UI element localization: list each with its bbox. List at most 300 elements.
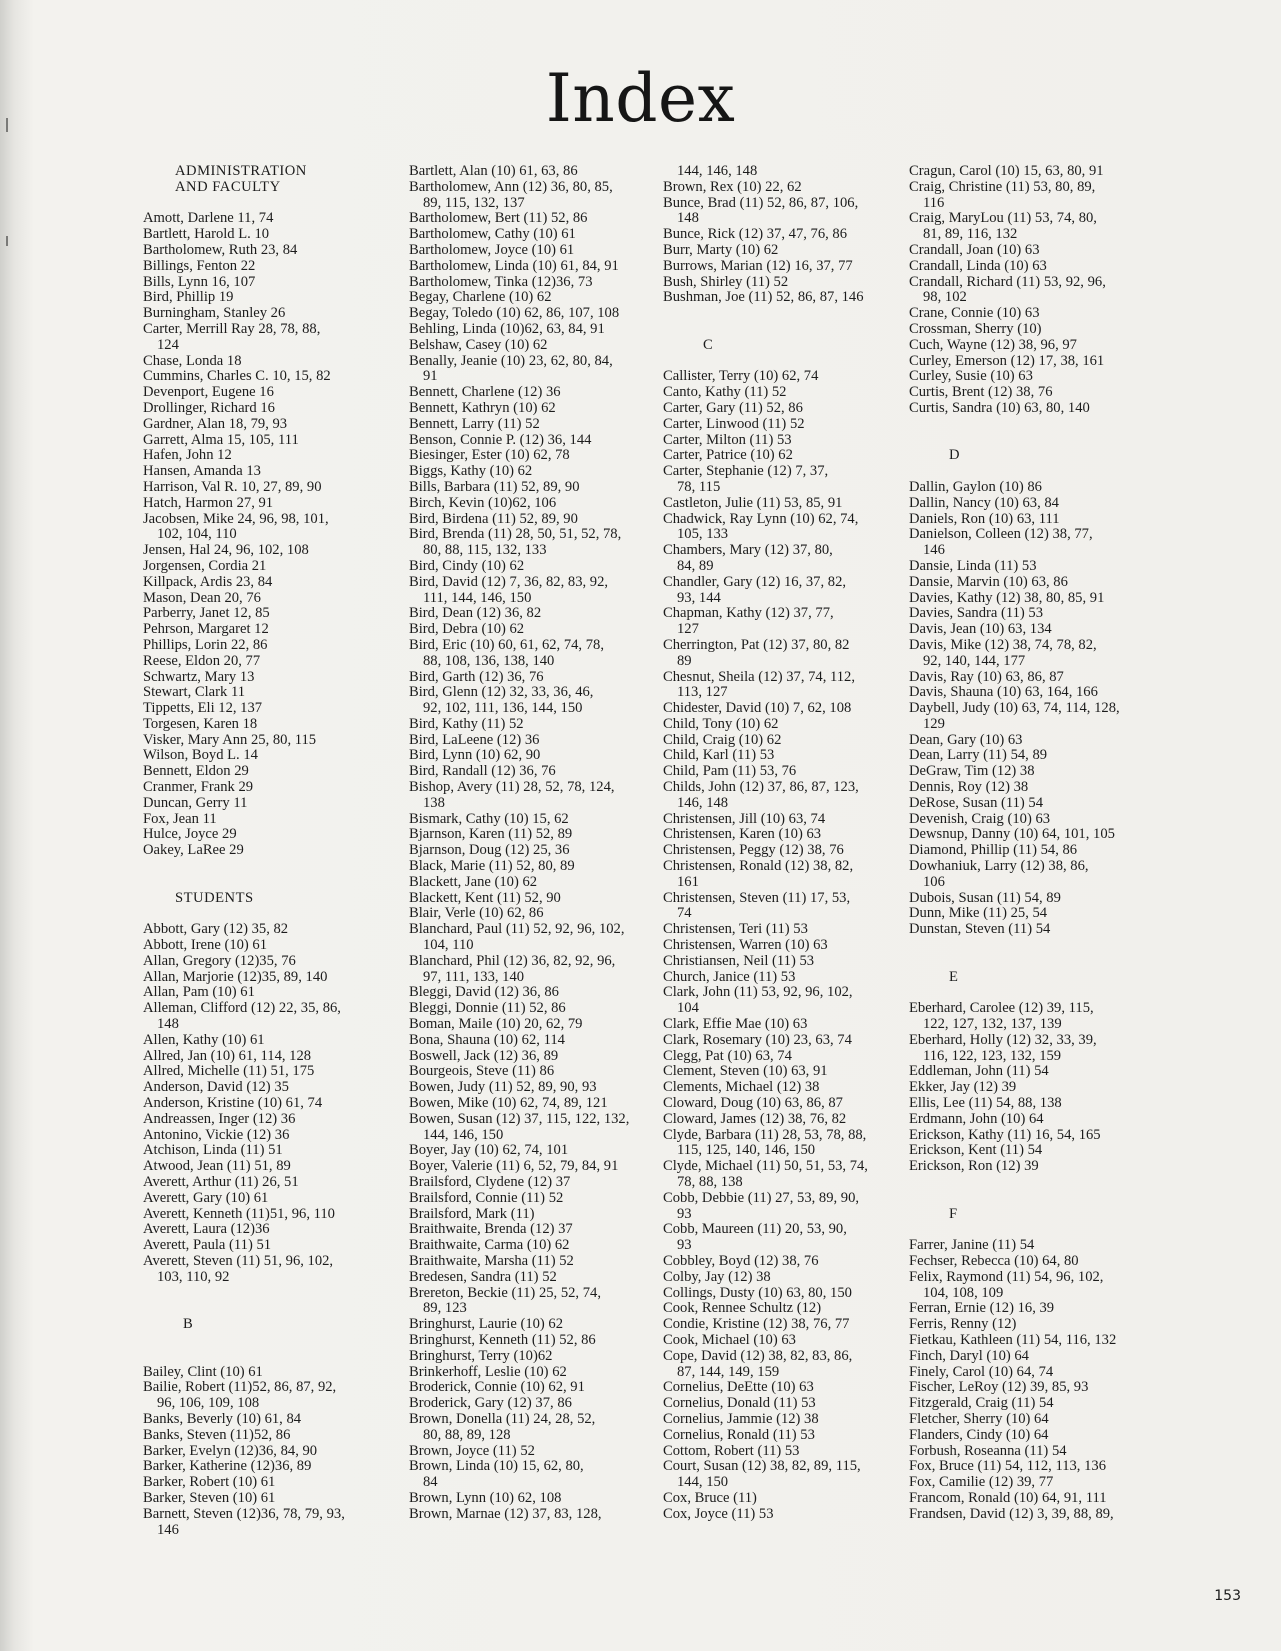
index-entry: Begay, Toledo (10) 62, 86, 107, 108 bbox=[409, 305, 620, 322]
index-entry: Mason, Dean 20, 76 bbox=[143, 589, 261, 606]
index-entry: Bringhurst, Laurie (10) 62 bbox=[409, 1316, 564, 1333]
index-entry: Hafen, John 12 bbox=[143, 447, 232, 464]
index-entry: Christensen, Karen (10) 63 bbox=[663, 826, 822, 843]
index-entry: Boyer, Valerie (11) 6, 52, 79, 84, 91 bbox=[409, 1158, 619, 1175]
index-entry: Allred, Michelle (11) 51, 175 bbox=[143, 1063, 315, 1080]
index-entry-continuation: 146 bbox=[923, 542, 945, 559]
index-entry: Hansen, Amanda 13 bbox=[143, 463, 261, 480]
index-entry: Torgesen, Karen 18 bbox=[143, 715, 258, 732]
index-entry: Braithwaite, Brenda (12) 37 bbox=[409, 1221, 573, 1238]
index-entry: Ekker, Jay (12) 39 bbox=[909, 1079, 1017, 1096]
index-entry: Bishop, Avery (11) 28, 52, 78, 124, bbox=[409, 779, 615, 796]
index-entry: Finely, Carol (10) 64, 74 bbox=[909, 1363, 1054, 1380]
index-entry: Dowhaniuk, Larry (12) 38, 86, bbox=[909, 858, 1089, 875]
index-entry: Andreassen, Inger (12) 36 bbox=[143, 1110, 296, 1127]
index-entry: Bush, Shirley (11) 52 bbox=[663, 273, 789, 290]
index-entry: Dewsnup, Danny (10) 64, 101, 105 bbox=[909, 826, 1115, 843]
index-entry: Fletcher, Sherry (10) 64 bbox=[909, 1410, 1049, 1427]
index-entry-continuation: 129 bbox=[923, 715, 945, 732]
index-entry: Behling, Linda (10)62, 63, 84, 91 bbox=[409, 320, 605, 337]
index-entry: Abbott, Gary (12) 35, 82 bbox=[143, 921, 289, 938]
index-entry: Bowen, Mike (10) 62, 74, 89, 121 bbox=[409, 1095, 608, 1112]
index-entry: Averett, Gary (10) 61 bbox=[143, 1189, 269, 1206]
spacer bbox=[143, 906, 345, 922]
index-entry: Chambers, Mary (12) 37, 80, bbox=[663, 542, 833, 559]
index-entry: Dansie, Marvin (10) 63, 86 bbox=[909, 573, 1068, 590]
spacer bbox=[909, 938, 1120, 954]
index-entry: Belshaw, Casey (10) 62 bbox=[409, 336, 548, 353]
index-entry: Brown, Rex (10) 22, 62 bbox=[663, 178, 802, 195]
index-entry: Erdmann, John (10) 64 bbox=[909, 1110, 1044, 1127]
index-entry: Brown, Linda (10) 15, 62, 80, bbox=[409, 1458, 584, 1475]
index-entry: Averett, Steven (11) 51, 96, 102, bbox=[143, 1252, 334, 1269]
index-entry-continuation: 116, 122, 123, 132, 159 bbox=[923, 1047, 1062, 1064]
index-entry: Banks, Beverly (10) 61, 84 bbox=[143, 1410, 302, 1427]
index-entry-continuation: 122, 127, 132, 137, 139 bbox=[923, 1016, 1062, 1033]
index-entry: Hatch, Harmon 27, 91 bbox=[143, 494, 274, 511]
index-entry: Averett, Kenneth (11)51, 96, 110 bbox=[143, 1205, 335, 1222]
index-entry: Carter, Merrill Ray 28, 78, 88, bbox=[143, 320, 321, 337]
index-entry: Danielson, Colleen (12) 38, 77, bbox=[909, 526, 1093, 543]
index-entry: Craig, Christine (11) 53, 80, 89, bbox=[909, 178, 1096, 195]
index-entry: Cobb, Maureen (11) 20, 53, 90, bbox=[663, 1221, 847, 1238]
index-entry: Forbush, Roseanna (11) 54 bbox=[909, 1442, 1067, 1459]
index-entry: Averett, Arthur (11) 26, 51 bbox=[143, 1174, 299, 1190]
spacer bbox=[143, 875, 345, 891]
index-entry: Devenish, Craig (10) 63 bbox=[909, 810, 1051, 827]
index-entry: Bird, Dean (12) 36, 82 bbox=[409, 605, 542, 622]
index-column-2 bbox=[409, 164, 629, 1523]
index-entry: Eddleman, John (11) 54 bbox=[909, 1063, 1049, 1080]
index-entry: Drollinger, Richard 16 bbox=[143, 399, 275, 416]
index-entry: Bird, Glenn (12) 32, 33, 36, 46, bbox=[409, 684, 594, 701]
index-entry: Atwood, Jean (11) 51, 89 bbox=[143, 1158, 291, 1175]
index-entry: Curtis, Brent (12) 38, 76 bbox=[909, 384, 1053, 401]
index-entry: Cobb, Debbie (11) 27, 53, 89, 90, bbox=[663, 1189, 860, 1206]
index-entry: Christensen, Steven (11) 17, 53, bbox=[663, 889, 851, 906]
index-entry: Erickson, Kent (11) 54 bbox=[909, 1142, 1043, 1159]
index-entry: Barker, Robert (10) 61 bbox=[143, 1474, 276, 1491]
index-entry: Cragun, Carol (10) 15, 63, 80, 91 bbox=[909, 163, 1104, 179]
index-entry: Ellis, Lee (11) 54, 88, 138 bbox=[909, 1095, 1062, 1112]
index-entry: Brown, Donella (11) 24, 28, 52, bbox=[409, 1410, 596, 1427]
index-entry: Bushman, Joe (11) 52, 86, 87, 146 bbox=[663, 289, 864, 306]
index-entry-continuation: 146 bbox=[157, 1521, 179, 1538]
index-entry: Felix, Raymond (11) 54, 96, 102, bbox=[909, 1268, 1104, 1285]
index-entry: Gardner, Alan 18, 79, 93 bbox=[143, 415, 288, 432]
index-entry: Callister, Terry (10) 62, 74 bbox=[663, 368, 819, 385]
index-entry-continuation: 111, 144, 146, 150 bbox=[423, 589, 532, 606]
index-entry-continuation: 106 bbox=[923, 873, 945, 890]
index-entry-continuation: 144, 146, 148 bbox=[677, 163, 758, 179]
index-entry: Phillips, Lorin 22, 86 bbox=[143, 636, 268, 653]
index-entry: Allred, Jan (10) 61, 114, 128 bbox=[143, 1047, 312, 1064]
index-entry: Harrison, Val R. 10, 27, 89, 90 bbox=[143, 478, 322, 495]
index-entry-continuation: 104, 108, 109 bbox=[923, 1284, 1004, 1301]
index-entry: Bleggi, Donnie (11) 52, 86 bbox=[409, 1000, 566, 1017]
index-entry-continuation: 124 bbox=[157, 336, 179, 353]
index-entry-continuation: 161 bbox=[677, 873, 699, 890]
index-entry: Brailsford, Connie (11) 52 bbox=[409, 1189, 564, 1206]
spacer bbox=[909, 954, 1120, 970]
index-entry: Ferris, Renny (12) bbox=[909, 1316, 1017, 1333]
index-entry-continuation: 87, 144, 149, 159 bbox=[677, 1363, 780, 1380]
index-entry: Davies, Sandra (11) 53 bbox=[909, 605, 1044, 622]
spacer bbox=[909, 464, 1120, 480]
index-entry: Dean, Larry (11) 54, 89 bbox=[909, 747, 1048, 764]
index-entry: Bredesen, Sandra (11) 52 bbox=[409, 1268, 557, 1285]
index-entry-continuation: 127 bbox=[677, 621, 699, 638]
index-entry: Curley, Emerson (12) 17, 38, 161 bbox=[909, 352, 1105, 369]
spacer bbox=[909, 433, 1120, 449]
index-entry: Christensen, Warren (10) 63 bbox=[663, 937, 828, 954]
spacer bbox=[143, 1333, 345, 1349]
index-entry: Bismark, Cathy (10) 15, 62 bbox=[409, 810, 569, 827]
letter-heading: E bbox=[949, 968, 958, 985]
index-entry: Blackett, Jane (10) 62 bbox=[409, 873, 538, 890]
index-entry: Bartlett, Alan (10) 61, 63, 86 bbox=[409, 163, 578, 179]
index-entry: Bartholomew, Joyce (10) 61 bbox=[409, 241, 575, 258]
index-entry: Christensen, Ronald (12) 38, 82, bbox=[663, 858, 854, 875]
index-entry: Dallin, Nancy (10) 63, 84 bbox=[909, 494, 1059, 511]
index-entry: Cobbley, Boyd (12) 38, 76 bbox=[663, 1252, 819, 1269]
index-entry: Davis, Jean (10) 63, 134 bbox=[909, 621, 1052, 638]
index-entry: Allan, Gregory (12)35, 76 bbox=[143, 952, 296, 969]
index-entry: Carter, Patrice (10) 62 bbox=[663, 447, 793, 464]
index-entry: Cornelius, Ronald (11) 53 bbox=[663, 1426, 815, 1443]
index-entry: Clyde, Michael (11) 50, 51, 53, 74, bbox=[663, 1158, 868, 1175]
index-entry: Cloward, James (12) 38, 76, 82 bbox=[663, 1110, 847, 1127]
index-entry: DeGraw, Tim (12) 38 bbox=[909, 763, 1035, 780]
index-entry: Bird, Phillip 19 bbox=[143, 289, 234, 306]
index-entry-continuation: 138 bbox=[423, 794, 445, 811]
index-entry: Killpack, Ardis 23, 84 bbox=[143, 573, 273, 590]
spacer bbox=[663, 306, 868, 322]
index-entry: Bartholomew, Ruth 23, 84 bbox=[143, 241, 298, 258]
index-entry: Frandsen, David (12) 3, 39, 88, 89, bbox=[909, 1505, 1114, 1522]
index-entry: Alleman, Clifford (12) 22, 35, 86, bbox=[143, 1000, 341, 1017]
index-entry: Brereton, Beckie (11) 25, 52, 74, bbox=[409, 1284, 601, 1301]
index-entry: Averett, Paula (11) 51 bbox=[143, 1237, 272, 1254]
index-entry: Clyde, Barbara (11) 28, 53, 78, 88, bbox=[663, 1126, 867, 1143]
index-entry: Bennett, Kathryn (10) 62 bbox=[409, 399, 556, 416]
index-entry: Carter, Stephanie (12) 7, 37, bbox=[663, 463, 829, 480]
index-column-1 bbox=[143, 164, 345, 1538]
spacer bbox=[143, 1286, 345, 1302]
index-entry: Blackett, Kent (11) 52, 90 bbox=[409, 889, 561, 906]
index-entry: Child, Tony (10) 62 bbox=[663, 715, 779, 732]
index-entry-continuation: 81, 89, 116, 132 bbox=[923, 226, 1018, 243]
spacer bbox=[909, 1191, 1120, 1207]
index-entry: Cox, Joyce (11) 53 bbox=[663, 1505, 774, 1522]
index-entry: Cummins, Charles C. 10, 15, 82 bbox=[143, 368, 331, 385]
index-entry: Fitzgerald, Craig (11) 54 bbox=[909, 1395, 1054, 1412]
index-entry: Banks, Steven (11)52, 86 bbox=[143, 1426, 291, 1443]
index-entry: Brailsford, Mark (11) bbox=[409, 1205, 535, 1222]
index-entry: Chase, Londa 18 bbox=[143, 352, 242, 369]
index-entry: Begay, Charlene (10) 62 bbox=[409, 289, 552, 306]
index-entry: Visker, Mary Ann 25, 80, 115 bbox=[143, 731, 317, 748]
index-entry-continuation: 89 bbox=[677, 652, 692, 669]
index-entry: Broderick, Connie (10) 62, 91 bbox=[409, 1379, 585, 1396]
letter-heading: C bbox=[703, 336, 713, 353]
index-entry: Flanders, Cindy (10) 64 bbox=[909, 1426, 1049, 1443]
index-entry-continuation: 89, 123 bbox=[423, 1300, 467, 1317]
index-entry: Bjarnson, Karen (11) 52, 89 bbox=[409, 826, 573, 843]
index-entry: Barker, Evelyn (12)36, 84, 90 bbox=[143, 1442, 318, 1459]
index-entry: Broderick, Gary (12) 37, 86 bbox=[409, 1395, 572, 1412]
spacer bbox=[663, 322, 868, 338]
spacer bbox=[143, 1349, 345, 1365]
index-entry: Crandall, Joan (10) 63 bbox=[909, 241, 1040, 258]
index-entry: Bird, Kathy (11) 52 bbox=[409, 715, 524, 732]
index-entry: Bennett, Charlene (12) 36 bbox=[409, 384, 561, 401]
index-entry: Cornelius, Jammie (12) 38 bbox=[663, 1410, 819, 1427]
index-entry-continuation: 98, 102 bbox=[923, 289, 967, 306]
index-entry: Castleton, Julie (11) 53, 85, 91 bbox=[663, 494, 843, 511]
index-entry: Church, Janice (11) 53 bbox=[663, 968, 796, 985]
index-entry: Eberhard, Carolee (12) 39, 115, bbox=[909, 1000, 1094, 1017]
index-entry: Farrer, Janine (11) 54 bbox=[909, 1237, 1035, 1254]
index-entry: Davis, Ray (10) 63, 86, 87 bbox=[909, 668, 1064, 685]
index-entry: Erickson, Ron (12) 39 bbox=[909, 1158, 1039, 1175]
index-entry: Cook, Rennee Schultz (12) bbox=[663, 1300, 822, 1317]
index-entry: Brown, Joyce (11) 52 bbox=[409, 1442, 535, 1459]
index-entry: Crossman, Sherry (10) bbox=[909, 320, 1042, 337]
index-entry: Davis, Shauna (10) 63, 164, 166 bbox=[909, 684, 1098, 701]
index-entry-continuation: 96, 106, 109, 108 bbox=[157, 1395, 260, 1412]
index-entry: Cope, David (12) 38, 82, 83, 86, bbox=[663, 1347, 853, 1364]
index-entry: Clegg, Pat (10) 63, 74 bbox=[663, 1047, 792, 1064]
index-entry: Dunstan, Steven (11) 54 bbox=[909, 921, 1051, 938]
index-entry: Christiansen, Neil (11) 53 bbox=[663, 952, 815, 969]
index-entry: Abbott, Irene (10) 61 bbox=[143, 937, 268, 954]
index-entry: Crane, Connie (10) 63 bbox=[909, 305, 1040, 322]
index-entry: Dubois, Susan (11) 54, 89 bbox=[909, 889, 1061, 906]
index-entry: Bird, Debra (10) 62 bbox=[409, 621, 525, 638]
index-entry: Bjarnson, Doug (12) 25, 36 bbox=[409, 842, 570, 859]
index-entry: Bowen, Judy (11) 52, 89, 90, 93 bbox=[409, 1079, 597, 1096]
index-entry: Bourgeois, Steve (11) 86 bbox=[409, 1063, 555, 1080]
index-entry: Chapman, Kathy (12) 37, 77, bbox=[663, 605, 834, 622]
letter-heading: B bbox=[183, 1316, 193, 1333]
index-entry: Child, Karl (11) 53 bbox=[663, 747, 775, 764]
index-entry: Chadwick, Ray Lynn (10) 62, 74, bbox=[663, 510, 859, 527]
index-entry: Bowen, Susan (12) 37, 115, 122, 132, bbox=[409, 1110, 630, 1127]
index-entry: Child, Craig (10) 62 bbox=[663, 731, 782, 748]
index-entry: Francom, Ronald (10) 64, 91, 111 bbox=[909, 1489, 1107, 1506]
index-entry: Brown, Lynn (10) 62, 108 bbox=[409, 1489, 562, 1506]
index-entry: Devenport, Eugene 16 bbox=[143, 384, 274, 401]
index-entry: Fox, Camilie (12) 39, 77 bbox=[909, 1474, 1054, 1491]
index-entry-continuation: 92, 140, 144, 177 bbox=[923, 652, 1026, 669]
index-entry: Erickson, Kathy (11) 16, 54, 165 bbox=[909, 1126, 1101, 1143]
index-entry: Fietkau, Kathleen (11) 54, 116, 132 bbox=[909, 1331, 1117, 1348]
index-entry: Bills, Barbara (11) 52, 89, 90 bbox=[409, 478, 580, 495]
index-entry: Chandler, Gary (12) 16, 37, 82, bbox=[663, 573, 847, 590]
index-entry-continuation: 105, 133 bbox=[677, 526, 729, 543]
index-entry: Bills, Lynn 16, 107 bbox=[143, 273, 256, 290]
index-entry: Allen, Kathy (10) 61 bbox=[143, 1031, 265, 1048]
index-entry: Bird, David (12) 7, 36, 82, 83, 92, bbox=[409, 573, 609, 590]
index-entry: Canto, Kathy (11) 52 bbox=[663, 384, 787, 401]
index-entry: Bird, Lynn (10) 62, 90 bbox=[409, 747, 541, 764]
index-entry: Crandall, Linda (10) 63 bbox=[909, 257, 1047, 274]
index-column-3 bbox=[663, 164, 868, 1523]
index-entry: Bartholomew, Tinka (12)36, 73 bbox=[409, 273, 593, 290]
index-entry-continuation: 91 bbox=[423, 368, 438, 385]
index-entry: Brown, Marnae (12) 37, 83, 128, bbox=[409, 1505, 602, 1522]
index-entry: Cornelius, Donald (11) 53 bbox=[663, 1395, 816, 1412]
index-entry-continuation: 116 bbox=[923, 194, 945, 211]
index-entry: Barker, Katherine (12)36, 89 bbox=[143, 1458, 312, 1475]
index-entry: Collings, Dusty (10) 63, 80, 150 bbox=[663, 1284, 852, 1301]
index-entry: Atchison, Linda (11) 51 bbox=[143, 1142, 283, 1159]
index-entry: Carter, Milton (11) 53 bbox=[663, 431, 792, 448]
index-entry: Diamond, Phillip (11) 54, 86 bbox=[909, 842, 1078, 859]
index-entry: Cox, Bruce (11) bbox=[663, 1489, 757, 1506]
index-entry: Davis, Mike (12) 38, 74, 78, 82, bbox=[909, 636, 1097, 653]
index-entry: Bona, Shauna (10) 62, 114 bbox=[409, 1031, 565, 1048]
index-entry: Clark, Effie Mae (10) 63 bbox=[663, 1016, 808, 1033]
index-entry: Bird, LaLeene (12) 36 bbox=[409, 731, 540, 748]
index-entry: Cuch, Wayne (12) 38, 96, 97 bbox=[909, 336, 1077, 353]
index-entry: Bunce, Rick (12) 37, 47, 76, 86 bbox=[663, 226, 848, 243]
index-entry: Curtis, Sandra (10) 63, 80, 140 bbox=[909, 399, 1090, 416]
index-entry: Reese, Eldon 20, 77 bbox=[143, 652, 261, 669]
index-entry: Benally, Jeanie (10) 23, 62, 80, 84, bbox=[409, 352, 613, 369]
spacer bbox=[909, 1175, 1120, 1191]
index-entry: Anderson, Kristine (10) 61, 74 bbox=[143, 1095, 323, 1112]
index-entry: Fechser, Rebecca (10) 64, 80 bbox=[909, 1252, 1079, 1269]
index-entry-continuation: 80, 88, 115, 132, 133 bbox=[423, 542, 547, 559]
index-entry: Fox, Jean 11 bbox=[143, 810, 217, 827]
index-entry: Brailsford, Clydene (12) 37 bbox=[409, 1174, 571, 1190]
index-entry: Bringhurst, Kenneth (11) 52, 86 bbox=[409, 1331, 596, 1348]
index-entry: Dansie, Linda (11) 53 bbox=[909, 557, 1037, 574]
index-entry: Dean, Gary (10) 63 bbox=[909, 731, 1023, 748]
index-entry: Bartholomew, Linda (10) 61, 84, 91 bbox=[409, 257, 619, 274]
index-entry: Chidester, David (10) 7, 62, 108 bbox=[663, 700, 852, 717]
index-entry: Clement, Steven (10) 63, 91 bbox=[663, 1063, 828, 1080]
spacer bbox=[663, 354, 868, 370]
index-entry-continuation: 84, 89 bbox=[677, 557, 714, 574]
index-entry: Bringhurst, Terry (10)62 bbox=[409, 1347, 553, 1364]
index-entry: Anderson, David (12) 35 bbox=[143, 1079, 289, 1096]
index-entry: Bird, Randall (12) 36, 76 bbox=[409, 763, 556, 780]
index-entry: Christensen, Peggy (12) 38, 76 bbox=[663, 842, 844, 859]
index-entry: Bird, Birdena (11) 52, 89, 90 bbox=[409, 510, 578, 527]
index-entry-continuation: 102, 104, 110 bbox=[157, 526, 237, 543]
index-entry: Jacobsen, Mike 24, 96, 98, 101, bbox=[143, 510, 329, 527]
index-entry-continuation: 97, 111, 133, 140 bbox=[423, 968, 525, 985]
index-entry: Braithwaite, Marsha (11) 52 bbox=[409, 1252, 574, 1269]
index-entry: Bartholomew, Ann (12) 36, 80, 85, bbox=[409, 178, 613, 195]
index-entry: DeRose, Susan (11) 54 bbox=[909, 794, 1044, 811]
index-entry: Bailie, Robert (11)52, 86, 87, 92, bbox=[143, 1379, 337, 1396]
index-entry-continuation: 93 bbox=[677, 1205, 692, 1222]
index-entry: Ferran, Ernie (12) 16, 39 bbox=[909, 1300, 1055, 1317]
index-entry: Dallin, Gaylon (10) 86 bbox=[909, 478, 1042, 495]
index-entry: Curley, Susie (10) 63 bbox=[909, 368, 1033, 385]
index-entry: Boyer, Jay (10) 62, 74, 101 bbox=[409, 1142, 569, 1159]
index-entry-continuation: 148 bbox=[157, 1016, 179, 1033]
index-entry: Birch, Kevin (10)62, 106 bbox=[409, 494, 557, 511]
index-entry: Cherrington, Pat (12) 37, 80, 82 bbox=[663, 636, 850, 653]
index-entry-continuation: 78, 88, 138 bbox=[677, 1174, 743, 1190]
index-entry-continuation: 92, 102, 111, 136, 144, 150 bbox=[423, 700, 583, 717]
index-entry: Dunn, Mike (11) 25, 54 bbox=[909, 905, 1048, 922]
index-entry: Blanchard, Paul (11) 52, 92, 96, 102, bbox=[409, 921, 625, 938]
index-entry: Bailey, Clint (10) 61 bbox=[143, 1363, 263, 1380]
index-entry-continuation: 103, 110, 92 bbox=[157, 1268, 230, 1285]
index-entry-continuation: 93, 144 bbox=[677, 589, 721, 606]
index-entry: Bartholomew, Cathy (10) 61 bbox=[409, 226, 576, 243]
index-entry: Dennis, Roy (12) 38 bbox=[909, 779, 1029, 796]
index-entry: Bird, Cindy (10) 62 bbox=[409, 557, 525, 574]
index-entry: Fischer, LeRoy (12) 39, 85, 93 bbox=[909, 1379, 1089, 1396]
section-heading: ADMINISTRATION bbox=[175, 163, 307, 179]
index-entry: Court, Susan (12) 38, 82, 89, 115, bbox=[663, 1458, 861, 1475]
index-entry: Childs, John (12) 37, 86, 87, 123, bbox=[663, 779, 859, 796]
index-entry: Allan, Pam (10) 61 bbox=[143, 984, 255, 1001]
index-entry-continuation: 104 bbox=[677, 1000, 699, 1017]
index-entry: Bartholomew, Bert (11) 52, 86 bbox=[409, 210, 588, 227]
index-entry: Black, Marie (11) 52, 80, 89 bbox=[409, 858, 575, 875]
index-entry: Cornelius, DeEtte (10) 63 bbox=[663, 1379, 814, 1396]
index-entry: Bartlett, Harold L. 10 bbox=[143, 226, 270, 243]
index-entry: Carter, Linwood (11) 52 bbox=[663, 415, 805, 432]
index-entry: Burrows, Marian (12) 16, 37, 77 bbox=[663, 257, 853, 274]
index-entry: Clark, Rosemary (10) 23, 63, 74 bbox=[663, 1031, 852, 1048]
index-entry: Garrett, Alma 15, 105, 111 bbox=[143, 431, 299, 448]
index-entry: Barker, Steven (10) 61 bbox=[143, 1489, 276, 1506]
page-number: 153 bbox=[1214, 1588, 1241, 1604]
index-entry-continuation: 144, 150 bbox=[677, 1474, 729, 1491]
index-entry-continuation: 80, 88, 89, 128 bbox=[423, 1426, 511, 1443]
index-entry: Parberry, Janet 12, 85 bbox=[143, 605, 270, 622]
index-entry: Benson, Connie P. (12) 36, 144 bbox=[409, 431, 592, 448]
letter-heading: F bbox=[949, 1205, 958, 1222]
index-entry: Eberhard, Holly (12) 32, 33, 39, bbox=[909, 1031, 1097, 1048]
index-entry: Antonino, Vickie (12) 36 bbox=[143, 1126, 290, 1143]
index-entry-continuation: 113, 127 bbox=[677, 684, 728, 701]
index-entry: Daniels, Ron (10) 63, 111 bbox=[909, 510, 1060, 527]
index-entry: Jensen, Hal 24, 96, 102, 108 bbox=[143, 542, 309, 559]
index-entry: Cranmer, Frank 29 bbox=[143, 779, 254, 796]
index-entry: Cook, Michael (10) 63 bbox=[663, 1331, 796, 1348]
index-entry-continuation: 88, 108, 136, 138, 140 bbox=[423, 652, 555, 669]
index-entry: Christensen, Jill (10) 63, 74 bbox=[663, 810, 826, 827]
spacer bbox=[143, 1301, 345, 1317]
index-entry: Cloward, Doug (10) 63, 86, 87 bbox=[663, 1095, 843, 1112]
index-entry: Billings, Fenton 22 bbox=[143, 257, 256, 274]
index-entry-continuation: 89, 115, 132, 137 bbox=[423, 194, 525, 211]
index-entry-continuation: 84 bbox=[423, 1474, 438, 1491]
spacer bbox=[143, 859, 345, 875]
index-entry: Biggs, Kathy (10) 62 bbox=[409, 463, 533, 480]
index-entry: Colby, Jay (12) 38 bbox=[663, 1268, 771, 1285]
index-entry: Bird, Eric (10) 60, 61, 62, 74, 78, bbox=[409, 636, 604, 653]
index-entry: Daybell, Judy (10) 63, 74, 114, 128, bbox=[909, 700, 1120, 717]
index-entry: Pehrson, Margaret 12 bbox=[143, 621, 269, 638]
section-heading: STUDENTS bbox=[175, 889, 254, 906]
index-entry: Biesinger, Ester (10) 62, 78 bbox=[409, 447, 570, 464]
spacer bbox=[909, 417, 1120, 433]
index-entry: Stewart, Clark 11 bbox=[143, 684, 245, 701]
index-entry: Bennett, Larry (11) 52 bbox=[409, 415, 540, 432]
index-entry: Child, Pam (11) 53, 76 bbox=[663, 763, 797, 780]
